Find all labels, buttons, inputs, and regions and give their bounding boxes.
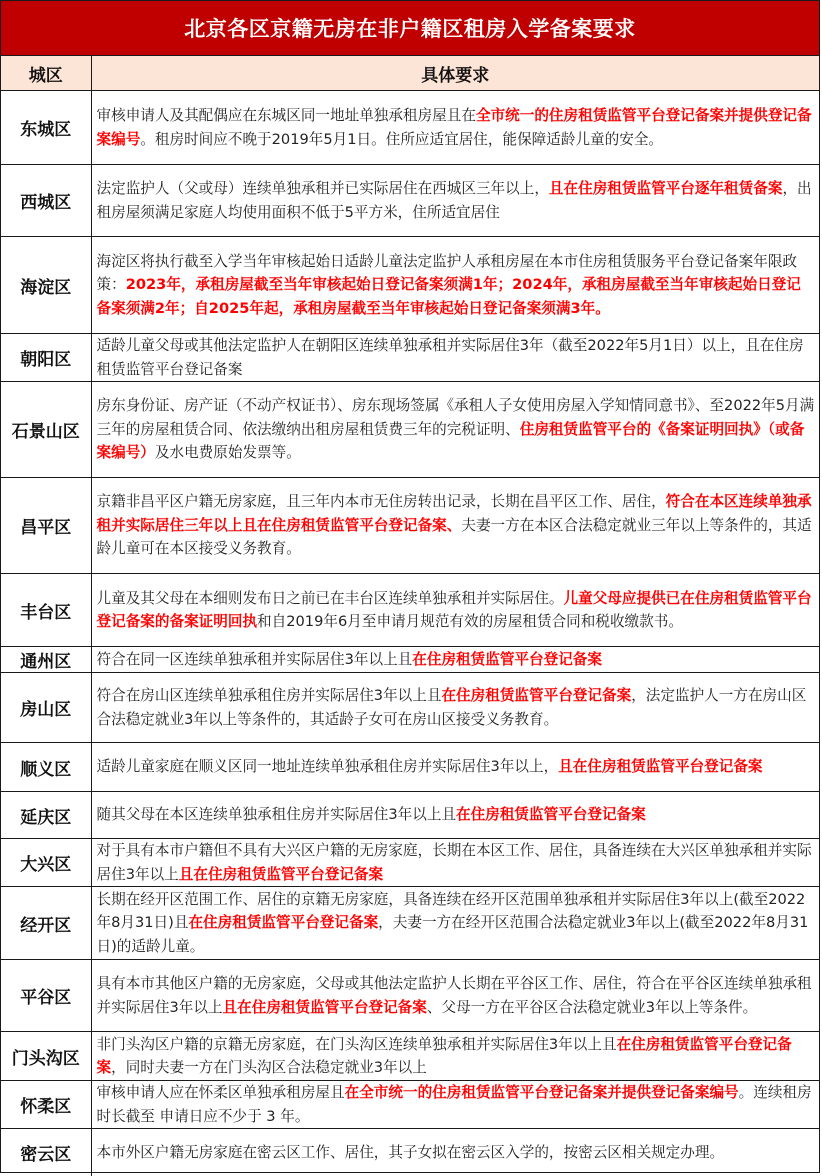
table-header-row (1, 56, 819, 91)
requirement-text (91, 574, 819, 647)
district-name: 怀柔区 (1, 1081, 91, 1129)
requirement-highlight: 儿童父母应提供已在住房租赁监管平台登记备案的备案证明回执 (96, 589, 812, 630)
district-name: 西城区 (1, 165, 91, 237)
table-row (1, 1081, 819, 1129)
requirement-segment: 具有本市其他区户籍的无房家庭，父母或其他法定监护人长期在平谷区工作、居住，符合在平谷区连续单独承租并实际居住3年以上 (96, 975, 812, 1016)
requirement-text (91, 1032, 819, 1081)
table-row (1, 839, 819, 887)
district-name: 通州区 (1, 647, 91, 673)
requirement-highlight: 在住房租赁监管平台登记备案 (441, 687, 632, 704)
table-row (1, 574, 819, 647)
requirement-highlight: 且在住房租赁监管平台登记备案 (222, 998, 427, 1016)
requirement-segment: 法定监护人（父或母）连续单独承租并已实际居住在西城区三年以上， (96, 180, 549, 197)
table-row (1, 647, 819, 673)
requirement-segment: 符合在同一区连续单独承租并实际居住3年以上且 (96, 650, 413, 668)
requirement-segment: 对于具有本市户籍但不具有大兴区户籍的无房家庭，长期在本区工作、居住，具备连续在大兴区单独承租并实际居住3年以上 (96, 842, 812, 883)
district-name: 房山区 (1, 673, 91, 743)
table-row (1, 887, 819, 960)
requirement-segment: ，法定监护人一方在房山区合法稳定就业3年以上等条件的，其适龄子女可在房山区接受义务教育。 (96, 687, 807, 728)
requirement-segment: 适龄儿童家庭在顺义区同一地址连续单独承租住房并实际居住3年以上， (96, 758, 559, 776)
requirement-text (91, 887, 819, 960)
requirement-text (91, 382, 819, 478)
table-row (1, 743, 819, 792)
district-name: 朝阳区 (1, 334, 91, 382)
requirement-text (91, 334, 819, 382)
table-row (1, 478, 819, 574)
requirement-text (91, 647, 819, 673)
district-name: 海淀区 (1, 237, 91, 334)
district-name: 门头沟区 (1, 1032, 91, 1081)
district-name: 密云区 (1, 1129, 91, 1176)
requirement-segment: 夫妻一方在本区合法稳定就业三年以上等条件的，其适龄儿童可在本区接受义务教育。 (96, 516, 812, 558)
table-row (1, 960, 819, 1032)
requirement-segment: 审核申请人应在怀柔区单独承租房屋且 (96, 1084, 345, 1101)
table-row (1, 673, 819, 743)
requirement-text (91, 1129, 819, 1176)
requirement-highlight: 在住房租赁监管平台登记备案 (456, 806, 646, 824)
requirement-segment: 京籍非昌平区户籍无房家庭，且三年内本市无住房转出记录，长期在昌平区工作、居住， (96, 493, 666, 511)
requirement-highlight: 在住房租赁监管平台登记备案 (96, 1035, 792, 1076)
table-row (1, 382, 819, 478)
district-name: 顺义区 (1, 743, 91, 792)
requirement-segment: 海淀区将执行截至入学当年审核起始日适龄儿童法定监护人承租房屋在本市住房租赁服务平台登记备案年限政策： (96, 252, 798, 294)
requirement-highlight: 且在住房租赁监管平台逐年租赁备案 (548, 180, 783, 197)
table-row (1, 237, 819, 334)
requirement-segment: 、父母一方在平谷区合法稳定就业3年以上等条件。 (426, 998, 758, 1016)
requirement-segment: 。连续租房时长截至 申请日应不少于 3 年。 (96, 1084, 812, 1125)
table-row (1, 1129, 819, 1176)
requirement-text (91, 91, 819, 165)
column-header-district: 城区 (1, 56, 91, 91)
table-row (1, 1032, 819, 1081)
table-body (1, 91, 819, 1176)
requirement-segment: 本市外区户籍无房家庭在密云区工作、居住，其子女拟在密云区入学的，按密云区相关规定办理。 (96, 1143, 725, 1161)
requirement-text (91, 960, 819, 1032)
table-row (1, 334, 819, 382)
requirement-segment: 及水电费原始发票等。 (154, 444, 301, 462)
district-name: 东城区 (1, 91, 91, 165)
district-name: 石景山区 (1, 382, 91, 478)
requirements-table (1, 56, 819, 1176)
requirement-text (91, 165, 819, 237)
table-row (1, 165, 819, 237)
district-name: 延庆区 (1, 792, 91, 839)
requirement-segment: 适龄儿童父母或其他法定监护人在朝阳区连续单独承租并实际居住3年（截至2022年5月1日）以上，且在住房租赁监管平台登记备案 (96, 337, 804, 378)
requirement-text (91, 237, 819, 334)
requirement-highlight: 住房租赁监管平台的《备案证明回执》（或备案编号） (96, 420, 805, 462)
table-row (1, 91, 819, 165)
district-name: 经开区 (1, 887, 91, 960)
requirement-text (91, 792, 819, 839)
requirement-segment: 长期在经开区范围工作、居住的京籍无房家庭，具备连续在经开区范围单独承租并实际居住3年以上(截至2022年8月31日)且 (96, 890, 806, 932)
requirement-highlight: 在住房租赁监管平台登记备案 (188, 914, 379, 932)
requirement-highlight: 在住房租赁监管平台登记备案 (412, 650, 602, 668)
district-name: 平谷区 (1, 960, 91, 1032)
requirement-highlight: 且在住房租赁监管平台登记备案 (558, 758, 763, 776)
district-name: 丰台区 (1, 574, 91, 647)
requirement-highlight: 全市统一的住房租赁监管平台登记备案并提供登记备案编号 (96, 107, 812, 148)
requirement-segment: 房东身份证、房产证（不动产权证书）、房东现场签属《承租人子女使用房屋入学知情同意书》、至2022年5月满三年的房屋租赁合同、依法缴纳出租房屋租赁费三年的完税证明、 (96, 397, 815, 438)
requirement-segment: ，出租房屋须满足家庭人均使用面积不低于5平方米，住所适宜居住 (96, 180, 812, 221)
requirement-text (91, 1081, 819, 1129)
requirement-segment: 随其父母在本区连续单独承租住房并实际居住3年以上且 (96, 806, 457, 824)
requirement-segment: 和自2019年6月至申请月规范有效的房屋租赁合同和税收缴款书。 (257, 613, 683, 630)
requirement-segment: ，夫妻一方在经开区范围合法稳定就业3年以上(截至2022年8月31日)的适龄儿童。 (96, 914, 809, 955)
requirement-text (91, 673, 819, 743)
requirement-segment: 符合在房山区连续单独承租住房并实际居住3年以上且 (96, 687, 442, 704)
requirement-segment: 。租房时间应不晚于2019年5月1日。住所应适宜居住，能保障适龄儿童的安全。 (140, 130, 664, 148)
requirement-segment: 审核申请人及其配偶应在东城区同一地址单独承租房屋且在 (96, 107, 476, 124)
page-title: 北京各区京籍无房在非户籍区租房入学备案要求 (1, 1, 819, 56)
requirement-segment: ，同时夫妻一方在门头沟区合法稳定就业3年以上 (111, 1059, 427, 1076)
district-name: 大兴区 (1, 839, 91, 887)
requirement-segment: 儿童及其父母在本细则发布日之前已在丰台区连续单独承租并实际居住。 (96, 589, 564, 607)
district-name: 昌平区 (1, 478, 91, 574)
requirement-highlight: 2023年，承租房屋截至当年审核起始日登记备案须满1年；2024年，承租房屋截至当年审核起始日登记备案须满2年；自2025年起，承租房屋截至当年审核起始日登记备案须满3年。 (96, 276, 801, 317)
requirement-text (91, 478, 819, 574)
requirement-highlight: 符合在本区连续单独承租并实际居住三年以上且在住房租赁监管平台登记备案、 (96, 493, 812, 534)
requirement-text (91, 743, 819, 792)
requirement-highlight: 在全市统一的住房租赁监管平台登记备案并提供登记备案编号 (344, 1084, 739, 1101)
requirement-highlight: 且在住房租赁监管平台登记备案 (178, 865, 384, 883)
column-header-requirements: 具体要求 (91, 56, 819, 91)
table-row (1, 792, 819, 839)
requirement-text (91, 839, 819, 887)
requirement-segment: 非门头沟区户籍的京籍无房家庭，在门头沟区连续单独承租并实际居住3年以上且 (96, 1035, 617, 1053)
